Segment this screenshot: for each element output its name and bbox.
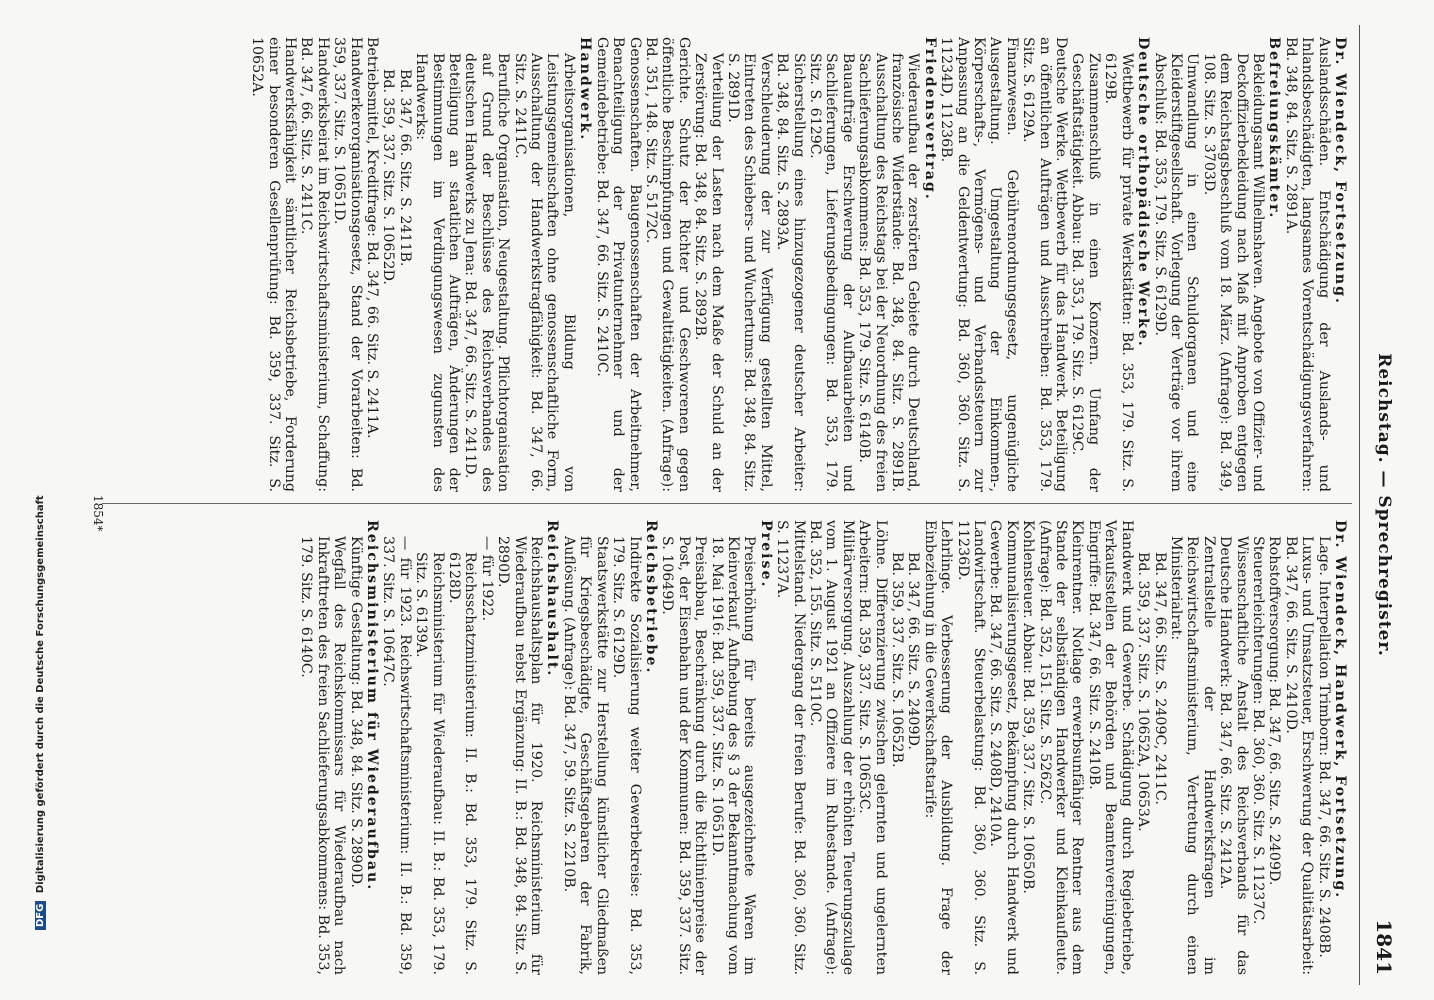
column-divider bbox=[102, 503, 1352, 504]
right-entry: Indirekte Sozialisierung weiter Gewerbekreise: Bd. 353, 179. Sitz. S. 6129D. bbox=[610, 536, 643, 975]
right-entry: Bd. 347, 66. Sitz. S. 2409D. bbox=[905, 552, 922, 750]
right-entry: Luxus- und Umsatzsteuer, Erschwerung der Qualitätsarbeit: Bd. 347, 66. Sitz. S. 2410D. bbox=[1282, 536, 1316, 975]
right-entry: Kleinrentner. Notlage erwerbsunfähiger Rentner aus dem Stande der selbständigen Handwerker und Kleinkaufleute. (Anfrage): Bd. 352, 151. Sitz. S. 5262C. bbox=[1036, 520, 1086, 975]
right-entry: Wissenschaftliche Anstalt des Reichsverbands für das Deutsche Handwerk: Bd. 347, 66. Sitz. S. 2412A. bbox=[1217, 536, 1250, 975]
right-entry: Mittelstand. Niedergang der freien Berufe: Bd. 360, 360. Sitz. S. 11237A. bbox=[774, 520, 807, 975]
left-entry: Bauaufträge Erschwerung der Aufbauarbeiten und Sachlieferungen, Lieferungsbedingungen: Bd. 353, 179. Sitz. S. 6129C. bbox=[807, 53, 856, 492]
right-entry: Militärversorgung. Auszahlung der erhöhten Teuerungszulage vom 1. August 1921 an Offiziere im Ruhestande. (Anfrage): Bd. 352, 155. Sitz. S. 5110C. bbox=[807, 520, 856, 975]
left-entry: Friedensvertrag. bbox=[921, 37, 938, 201]
right-entry: Reichsministerium für Wiederaufbau: II. B.: Bd. 353, 179. Sitz. S. 6139A. bbox=[413, 552, 446, 975]
dfg-logo: DFG bbox=[35, 901, 46, 930]
left-entry: Bd. 359, 337. Sitz. S. 10652D. bbox=[380, 69, 397, 285]
left-entry: Dr. Wiendeck, Fortsetzung. bbox=[1332, 37, 1348, 305]
right-entry: Wegfall des Reichskommissars für Wiederaufbau nach Inkrafttreten des freien Sachlieferungsabkommens: Bd. 353, 179. Sitz. S. 6140C. bbox=[298, 536, 348, 975]
left-entry: Arbeitsorganisationen, Bildung von Leistungsgemeinschaften ohne genossenschaftliche Form, Ausschaltung der Handwerkstragfähigkeit: Bd. 347, 66. Sitz. S. 2411C. bbox=[511, 53, 577, 492]
right-entry: Landwirtschaft. Steuerbelastung: Bd. 360, 360. Sitz. S. 11236D. bbox=[954, 520, 988, 975]
left-entry: Befreiungskämter. bbox=[1266, 37, 1283, 220]
left-entry: Wiederaufbau der zerstörten Gebiete durch Deutschland, französische Widerstände: Bd. 348, 84. Sitz. S. 2891B. Ausschaltung des Reichstags bei der Neuordnung des freien Sachlieferungsabkommens: Bd. 353, 179. Sitz. S. 6140B. bbox=[856, 53, 922, 492]
page-header bbox=[1359, 25, 1400, 985]
right-entry: Reichsministerium für Wiederaufbau. bbox=[364, 520, 381, 892]
left-column bbox=[249, 37, 1348, 492]
right-entry: Preisabbau, Beschränkung durch die Richtlinienpreise der Post, der Eisenbahn und der Kommunen: Bd. 359, 337. Sitz. S. 10649D. bbox=[659, 536, 709, 975]
page-number: 1841 bbox=[1372, 919, 1396, 975]
left-entry: Umwandlung in einen Schuldorganen und eine Kleiderstiftgesellschaft. Vorlegung der Verträge vor ihrem Abschluß: Bd. 353, 179. Sitz. S. 6129D. bbox=[1151, 53, 1201, 492]
left-entry: Handwerksbeirat im Reichswirtschaftsministerium, Schaffung: Bd. 347, 66. Sitz. S. 2411C. bbox=[298, 37, 331, 492]
right-entry: Preiserhöhung für bereits ausgezeichnete Waren im Kleinverkauf, Aufhebung des § 3 der Bekanntmachung vom 18. Mai 1916: Bd. 359, 337. Sitz. S. 10651D. bbox=[708, 536, 758, 975]
right-entry: Steuererleichterungen: Bd. 360, 360. Sitz. S. 11237C. bbox=[1249, 536, 1266, 925]
running-title: Reichstag. — Sprechregister. bbox=[1374, 353, 1394, 657]
right-entry: Reichsbetriebe. bbox=[642, 520, 659, 675]
left-entry: Deutsche Werke. Wettbewerb für das Handwerk. Beteiligung an öffentlichen Aufträgen und Ausschreiben: Bd. 353, 179. Sitz. S. 6129A. bbox=[1020, 37, 1070, 492]
left-entry: Handwerkerorganisationsgesetz, Stand der Vorarbeiten: Bd. 359, 337. Sitz. S. 10651D. bbox=[331, 37, 364, 492]
right-entry: Reichshaushalt. bbox=[544, 520, 561, 678]
right-entry: Zentralstelle der Handwerksfragen im Reichswirtschaftsministerium, Vertretung durch einen Ministerialrat: bbox=[1167, 536, 1217, 975]
left-entry: Berufliche Organisation, Neugestaltung. Pflichtorganisation auf Grund der Beschlüsse des Reichsverbandes des deutschen Handwerks zu Jena: Bd. 347, 66. Sitz. S. 2411D. bbox=[462, 53, 512, 492]
left-entry: Wettbewerb für private Werkstätten: Bd. 353, 179. Sitz. S. 6129B. bbox=[1102, 53, 1135, 492]
left-entry: Betriebsmittel, Kreditfrage: Bd. 347, 66. Sitz. S. 2411A. bbox=[364, 37, 381, 439]
left-entry: Verteilung der Lasten nach dem Maße der Schuld an der Zerstörung: Bd. 348, 84. Sitz. S. 2892B. bbox=[692, 53, 725, 492]
right-entry: Handwerk und Gewerbe. Schädigung durch Regiebetriebe, Verkaufsstellen der Behörden und Beamtenvereinigungen, Eingriffe: Bd. 347, 66. Sitz. S. 2410B. bbox=[1085, 520, 1135, 975]
left-entry: Deutsche orthopädische Werke. bbox=[1135, 37, 1152, 348]
right-entry: Reichsschatzministerium: II. B.: Bd. 353, 179. Sitz. S. 6128D. bbox=[446, 552, 479, 975]
right-entry: Kohlensteuer. Abbau: Bd. 359, 337. Sitz. S. 10650B. bbox=[1020, 520, 1037, 894]
digitization-sidebar bbox=[0, 0, 46, 1000]
right-column bbox=[298, 520, 1348, 975]
right-entry: Bd. 359, 337. Sitz. S. 10652B. bbox=[889, 552, 906, 768]
right-entry: Staatswerkstätte zur Herstellung künstlicher Gliedmaßen für Kriegsbeschädigte, Geschäftsgebaren der Fabrik, Auflösung. (Anfrage): Bd. 347, 59. Sitz. S. 2210B. bbox=[560, 536, 610, 975]
right-entry: Reichshaushaltsplan für 1920. Reichsministerium für Wiederaufbau nebst Ergänzung: II. B.: Bd. 348, 84. Sitz. S. 2890D. bbox=[495, 536, 545, 975]
right-entry: Löhne. Differenzierung zwischen gelernten und ungelernten Arbeitern: Bd. 359, 337. Sitz. S. 10653C. bbox=[856, 520, 889, 975]
rotated-document-page bbox=[80, 25, 1400, 985]
right-entry: Preise. bbox=[757, 520, 774, 589]
right-entry: Dr. Wiendeck, Handwerk, Fortsetzung. bbox=[1332, 520, 1348, 900]
left-entry: Sicherstellung eines hinzugezogener deutscher Arbeiter: Bd. 348, 84. Sitz. S. 2893A. bbox=[774, 53, 807, 492]
right-entry: Kommunalisierungsgesetz, Bekämpfung durch Handwerk und Gewerbe: Bd. 347, 66. Sitz. S. 2408D, 2410A. bbox=[987, 520, 1020, 975]
left-entry: Bekleidungsamt Wilhelmshaven. Angebote von Offizier- und Deckoffizierbekleidung nach Maß mit Anproben entgegen dem Reichstagsbeschluß vom 18. März. (Anfrage): Bd. 349, 108. Sitz. S. 3703D. bbox=[1200, 53, 1266, 492]
right-entry: Lage. Interpellation Trimborn: Bd. 347, 66. Sitz. S. 2408B. bbox=[1315, 536, 1332, 958]
right-entry: Rohstoffversorgung: Bd. 347, 66. Sitz. S. 2409D. bbox=[1266, 536, 1283, 886]
right-entry: — für 1923. Reichswirtschaftsministerium: II. B.: Bd. 359, 337. Sitz. S. 10647C. bbox=[380, 536, 413, 975]
left-entry: Zusammenschluß in einen Konzern. Umfang der Geschäftstätigkeit. Abbau: Bd. 353, 179. Sitz. S. 6129C. bbox=[1069, 53, 1102, 492]
left-entry: Verschleuderung der zur Verfügung gestellten Mittel, Eintreten des Schiebers- und Wuchertums: Bd. 348, 84. Sitz. S. 2891D. bbox=[724, 53, 774, 492]
footer-page-mark: 1854* bbox=[91, 495, 105, 532]
left-entry: Genossenschaften. Baugenossenschaften der Arbeitnehmer, Benachteiligung der Privatunternehmer und der Gemeindebetriebe: Bd. 347, 66. Sitz. S. 2410C. bbox=[593, 37, 643, 492]
right-entry: — für 1922. bbox=[478, 536, 495, 621]
left-entry: Handwerk. bbox=[577, 37, 594, 142]
right-entry: Bd. 347, 66. Sitz. S. 2409C, 2411C. bbox=[1151, 552, 1168, 805]
right-entry: Lehrlinge. Verbesserung der Ausbildung. Frage der Einbeziehung in die Gewerkschaftstarife: bbox=[921, 520, 955, 975]
right-entry: Bd. 359, 337. Sitz. S. 10652A, 10653A. bbox=[1135, 552, 1152, 832]
left-entry: Finanzwesen. Gebührenordnungsgesetz, ungenügliche Ausgestaltung. Umgestaltung der Einkommen-, Körperschafts-, Vermögens- und Verbandssteuern zur Anpassung an die Geldentwertung: Bd. 360, 360. Sitz. S. 11234D, 11236B. bbox=[938, 37, 1020, 492]
sidebar-credit-text: Digitalisierung gefördert durch die Deutsche Forschungsgemeinschaft bbox=[35, 495, 46, 894]
left-entry: Beteiligung an staatlichen Aufträgen, Änderungen der Bestimmungen im Verdingungswesen zugunsten des Handwerks: bbox=[413, 53, 463, 492]
right-entry: Künftige Gestaltung: Bd. 348, 84. Sitz. S. 2890D. bbox=[347, 536, 364, 888]
sidebar-credit bbox=[35, 30, 55, 930]
left-entry: Handwerksfähigkeit sämtlicher Reichsbetriebe, Forderung einer besonderen Gesellenprüfung: Bd. 359, 337. Sitz. S. 10652A. bbox=[249, 37, 298, 492]
left-entry: Auslandsschäden. Entschädigung der Auslands- und Inlandsbeschädigten, langsames Vorentschädigungsverfahren: Bd. 348, 84. Sitz. S. 2891A. bbox=[1282, 37, 1332, 492]
left-entry: Bd. 347, 66. Sitz. S. 2411B. bbox=[396, 69, 413, 267]
left-entry: Gerichte. Schutz der Richter und Geschworenen gegen öffentliche Beschimpfungen und Gewalttätigkeiten. (Anfrage): Bd. 351, 148. Sitz. S. 5172C. bbox=[642, 37, 692, 492]
